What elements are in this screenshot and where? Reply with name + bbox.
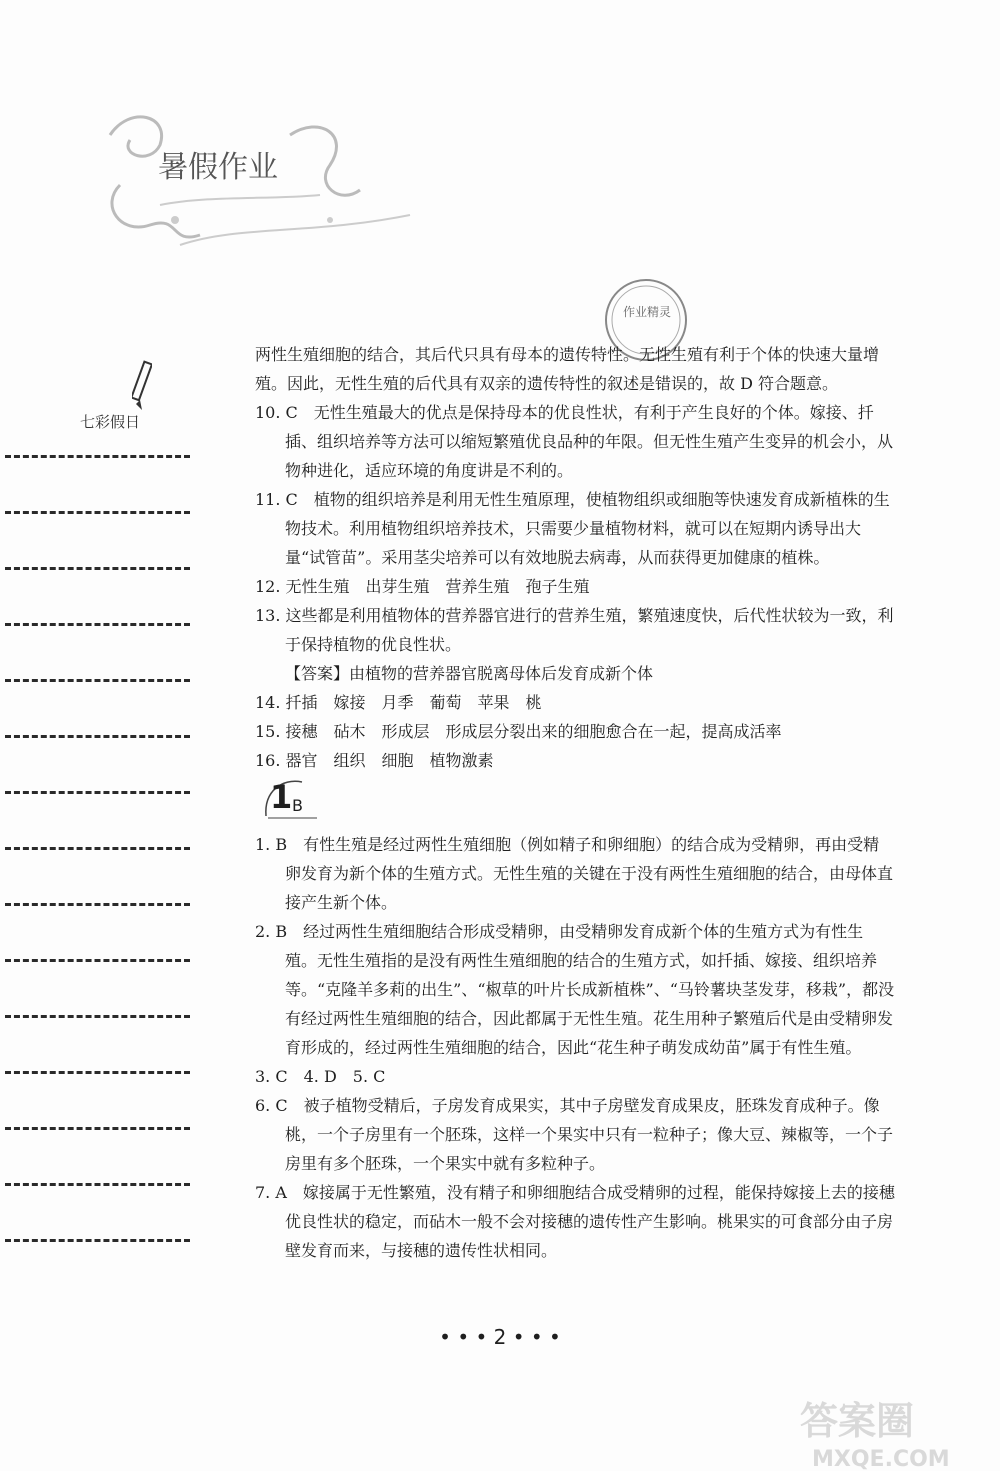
note-line <box>5 679 190 684</box>
note-line <box>5 1071 190 1076</box>
answer-item-11: 11. C 植物的组织培养是利用无性生殖原理，使植物组织或细胞等快速发育成新植株的生物技术。利用植物组织培养技术，只需要少量植物材料，就可以在短期内诱导出大量“试管苗”。采用茎尖培养可以有效地脱去病毒，从而获得更加健康的植株。 <box>255 490 890 567</box>
watermark-url: MXQE.COM <box>812 1447 950 1471</box>
section-marker <box>262 776 322 820</box>
answer-paragraph: 两性生殖细胞的结合，其后代只具有母本的遗传特性。无性生殖有利于个体的快速大量增殖。因此，无性生殖的后代具有双亲的遗传特性的叙述是错误的，故 D 符合题意。 <box>255 345 880 393</box>
answers-part-1 <box>255 340 895 775</box>
sidebar-title: 七彩假日 <box>80 413 141 431</box>
note-line <box>5 1183 190 1188</box>
note-line <box>5 455 190 460</box>
note-line <box>5 959 190 964</box>
answer-item-2: 2. B 经过两性生殖细胞结合形成受精卵，由受精卵发育成新个体的生殖方式为有性生殖。无性生殖指的是没有两性生殖细胞的结合的生殖方式，如扦插、嫁接、组织培养等。“克隆羊多莉的出生”、“椒草的叶片长成新植株”、“马铃薯块茎发芽，移栽”，都没有经过两性生殖细胞的结合，因此都属于无性生殖。花生用种子繁殖后代是由受精卵发育形成的，经过两性生殖细胞的结合，因此“花生种子萌发成幼苗”属于有性生殖。 <box>255 922 895 1057</box>
summer-homework-logo <box>90 95 420 270</box>
note-line <box>5 567 190 572</box>
answers-part-2 <box>255 830 895 1265</box>
answer-item-3-5: 3. C 4. D 5. C <box>255 1067 386 1086</box>
answer-item-10: 10. C 无性生殖最大的优点是保持母本的优良性状，有利于产生良好的个体。嫁接、扦插、组织培养等方法可以缩短繁殖优良品种的年限。但无性生殖产生变异的机会小，从物种进化，适应环境的角度讲是不利的。 <box>255 403 894 480</box>
note-line <box>5 735 190 740</box>
answer-item-6: 6. C 被子植物受精后，子房发育成果实，其中子房壁发育成果皮，胚珠发育成种子。像桃，一个子房里有一个胚珠，这样一个果实中只有一粒种子；像大豆、辣椒等，一个子房里有多个胚珠，一个果实中就有多粒种子。 <box>255 1096 894 1173</box>
note-line <box>5 1015 190 1020</box>
answer-item-15: 15. 接穗 砧木 形成层 形成层分裂出来的细胞愈合在一起，提高成活率 <box>255 722 782 741</box>
section-number: 1 <box>270 778 293 816</box>
watermark-text: 答案圈 <box>800 1399 915 1443</box>
answer-item-13-key: 【答案】由植物的营养器官脱离母体后发育成新个体 <box>285 664 654 683</box>
stamp-text: 作业精灵 <box>623 305 672 319</box>
note-line <box>5 903 190 908</box>
answer-item-14: 14. 扦插 嫁接 月季 葡萄 苹果 桃 <box>255 693 542 712</box>
answer-item-1: 1. B 有性生殖是经过两性生殖细胞（例如精子和卵细胞）的结合成为受精卵，再由受精卵发育为新个体的生殖方式。无性生殖的关键在于没有两性生殖细胞的结合，由母体直接产生新个体。 <box>255 835 894 912</box>
answer-item-7: 7. A 嫁接属于无性繁殖，没有精子和卵细胞结合成受精卵的过程，能保持嫁接上去的接穗优良性状的稳定，而砧木一般不会对接穗的遗传性产生影响。桃果实的可食部分由子房壁发育而来，与接穗的遗传性状相同。 <box>255 1183 895 1260</box>
note-line <box>5 791 190 796</box>
page-number: • • • 2 • • • <box>439 1325 561 1349</box>
note-line <box>5 1239 190 1244</box>
note-line <box>5 847 190 852</box>
answer-item-12: 12. 无性生殖 出芽生殖 营养生殖 孢子生殖 <box>255 577 590 596</box>
answer-item-13: 13. 这些都是利用植物体的营养器官进行的营养生殖，繁殖速度快，后代性状较为一致，利于保持植物的优良性状。 <box>255 606 894 654</box>
answer-item-16: 16. 器官 组织 细胞 植物激素 <box>255 751 494 770</box>
sidebar-note-lines <box>5 455 190 1295</box>
logo-text: 暑假作业 <box>158 150 278 185</box>
pen-icon <box>132 360 152 412</box>
note-line <box>5 1127 190 1132</box>
site-watermark <box>772 1392 1000 1471</box>
section-sub: B <box>292 796 303 815</box>
note-line <box>5 623 190 628</box>
note-line <box>5 511 190 516</box>
